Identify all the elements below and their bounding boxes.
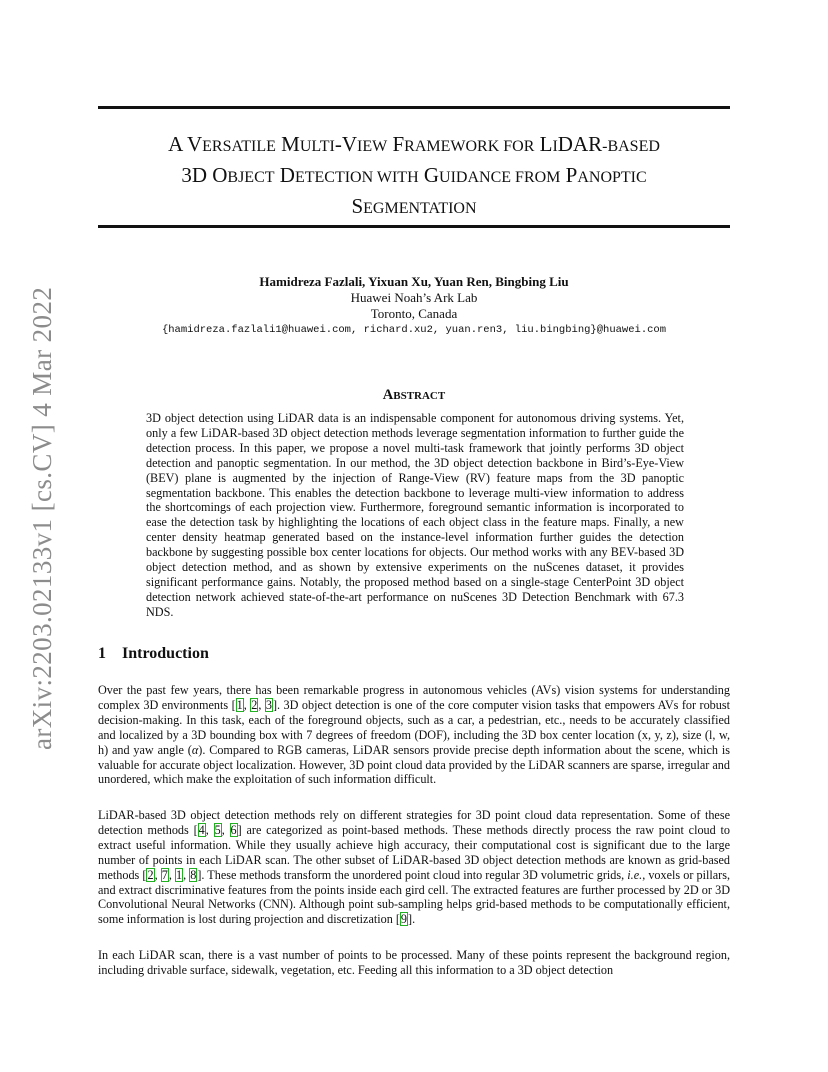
paragraph-text: In each LiDAR scan, there is a vast number of points to be processed. Many of these points represent the background region, including drivable surface, sidewalk, vegetation, etc. Feeding all this information to a 3D object detection	[98, 948, 730, 977]
paragraph-text: ,	[168, 867, 175, 882]
title-text-segment: -V	[334, 132, 357, 156]
title-line-1	[98, 130, 730, 161]
title-text-segment: IEW	[357, 138, 388, 155]
title-text-segment: F	[387, 132, 405, 156]
citation-link[interactable]: 5	[214, 822, 221, 837]
paragraph-text: ,	[154, 867, 161, 882]
arxiv-identifier: arXiv:2203.02133v1 [cs.CV] 4 Mar 2022	[27, 286, 57, 750]
paragraph-text: ]. These methods transform the unordered point cloud into regular 3D volumetric grids,	[197, 867, 628, 882]
title-text-segment: A V	[168, 132, 203, 156]
author-affiliation: Huawei Noah’s Ark Lab	[350, 290, 478, 305]
paragraph-text: ,	[221, 822, 230, 837]
title-text-segment: ERSATILE	[202, 138, 276, 155]
intro-paragraph-3	[98, 948, 730, 978]
paragraph-text: ] are categorized as point-based methods. These methods directly process the raw point cloud to extract useful information. While they usually achieve high accuracy, their computational cost is significant due to the large number of points in each LiDAR scan. The other subset of LiDAR-based 3D object detection methods are known as grid-based methods [	[98, 822, 731, 882]
title-text-segment: ETECTION WITH	[294, 169, 419, 186]
citation-link[interactable]: 1	[175, 867, 183, 882]
title-text-segment: D	[274, 163, 295, 187]
math-symbol: α	[191, 742, 199, 757]
title-text-segment: ANOPTIC	[577, 169, 647, 186]
paragraph-text: LiDAR-based 3D object detection methods rely on different strategies for 3D point cloud data representation. Some of these detection methods [	[98, 808, 730, 837]
section-heading-introduction	[98, 645, 209, 663]
paragraph-text: ,	[183, 867, 190, 882]
title-line-2	[98, 161, 730, 192]
title-text-segment: S	[351, 194, 364, 218]
paragraph-text: , voxels or pillars, and extract discriminative features from the points inside each gird cell. The extracted features are further processed by 2D or 3D Convolutional Neural Networks (CNN). Although point sub-sampling helps grid-based methods to be computationally efficient, some information is lost during projection and discretization [	[98, 867, 731, 927]
author-location: Toronto, Canada	[370, 306, 458, 321]
abstract-heading-rest: BSTRACT	[393, 390, 446, 402]
title-text-segment: ULTI	[299, 138, 335, 155]
citation-link[interactable]: 3	[265, 697, 272, 712]
citation-link[interactable]: 9	[400, 912, 408, 927]
author-emails: {hamidreza.fazlali1@huawei.com, richard.xu2, yuan.ren3, liu.bingbing}@huawei.com	[161, 324, 667, 336]
citation-link[interactable]: 7	[161, 867, 168, 882]
abstract-heading	[98, 387, 730, 404]
citation-link[interactable]: 1	[236, 697, 243, 712]
title-line-3	[98, 192, 730, 223]
abstract-heading-initial: A	[382, 387, 394, 403]
paragraph-text: ,	[205, 822, 214, 837]
paragraph-text: ]. 3D object detection is one of the core computer vision tasks that empowers AVs for robust decision-making. In this task, each of the foreground objects, such as a car, a pedestrian, etc., needs to be accurately classified and localized by a 3D bounding box with 7 degrees of freedom (DOF), including the 3D box center location (x, y, z), size (l, w, h) and yaw angle (	[98, 697, 730, 757]
author-block	[98, 274, 730, 338]
title-text-segment: I	[552, 138, 558, 155]
title-text-segment: 3D O	[181, 163, 228, 187]
intro-paragraph-2	[98, 808, 730, 927]
section-number: 1	[98, 645, 106, 662]
title-text-segment: G	[418, 163, 440, 187]
title-text-segment: P	[560, 163, 578, 187]
paragraph-text: ].	[408, 912, 416, 927]
paper-title	[98, 130, 730, 223]
citation-link[interactable]: 4	[198, 822, 205, 837]
abstract-text: 3D object detection using LiDAR data is an indispensable component for autonomous driving systems. Yet, only a few LiDAR-based 3D object detection methods leverage segmentation information to further guide the detection process. In this paper, we propose a novel multi-task framework that jointly performs 3D object detection and panoptic segmentation. In our method, the 3D object detection backbone in Bird’s-Eye-View (BEV) plane is augmented by the injection of Range-View (RV) feature maps from the 3D panoptic segmentation backbone. This enables the detection backbone to leverage multi-view information to address the shortcomings of each projection view. Furthermore, foreground semantic information is incorporated to ease the detection task by highlighting the locations of each object class in the feature maps. Finally, a new center density heatmap generated based on the instance-level information further guides the detection backbone by suggesting possible box center locations for objects. Our method works with any BEV-based 3D object detection method, and as shown by extensive experiments on the nuScenes dataset, it provides significant performance gains. Notably, the proposed method based on a single-stage CenterPoint 3D object detection network achieved state-of-the-art performance on nuScenes 3D Detection Benchmark with 67.3 NDS.	[146, 411, 684, 619]
title-text-segment: EGMENTATION	[363, 200, 477, 217]
paragraph-text: ). Compared to RGB cameras, LiDAR sensors provide precise depth information about the scene, which is valuable for accurate object localization. However, 3D point cloud data provided by the LiDAR scanners are sparse, irregular and unordered, which make the exploitation of such information difficult.	[98, 742, 730, 787]
citation-link[interactable]: 2	[147, 867, 154, 882]
italic-text: i.e.	[627, 867, 643, 882]
intro-paragraph-1	[98, 683, 730, 787]
paragraph-text: Over the past few years, there has been remarkable progress in autonomous vehicles (AVs) vision systems for understanding complex 3D environments [	[98, 683, 730, 712]
title-text-segment: RAMEWORK FOR	[404, 138, 535, 155]
title-text-segment: -BASED	[602, 138, 660, 155]
citation-link[interactable]: 2	[251, 697, 258, 712]
title-text-segment: DAR	[557, 132, 603, 156]
section-title: Introduction	[122, 645, 209, 662]
paragraph-text: ,	[243, 697, 251, 712]
title-text-segment: L	[534, 132, 553, 156]
citation-link[interactable]: 6	[230, 822, 237, 837]
title-text-segment: BJECT	[227, 169, 275, 186]
title-rule-bottom	[98, 225, 730, 228]
title-rule-top	[98, 106, 730, 109]
author-names: Hamidreza Fazlali, Yixuan Xu, Yuan Ren, Bingbing Liu	[259, 274, 569, 289]
title-text-segment: UIDANCE FROM	[439, 169, 561, 186]
title-text-segment: M	[275, 132, 300, 156]
citation-link[interactable]: 8	[190, 867, 197, 882]
paragraph-text: ,	[258, 697, 265, 712]
